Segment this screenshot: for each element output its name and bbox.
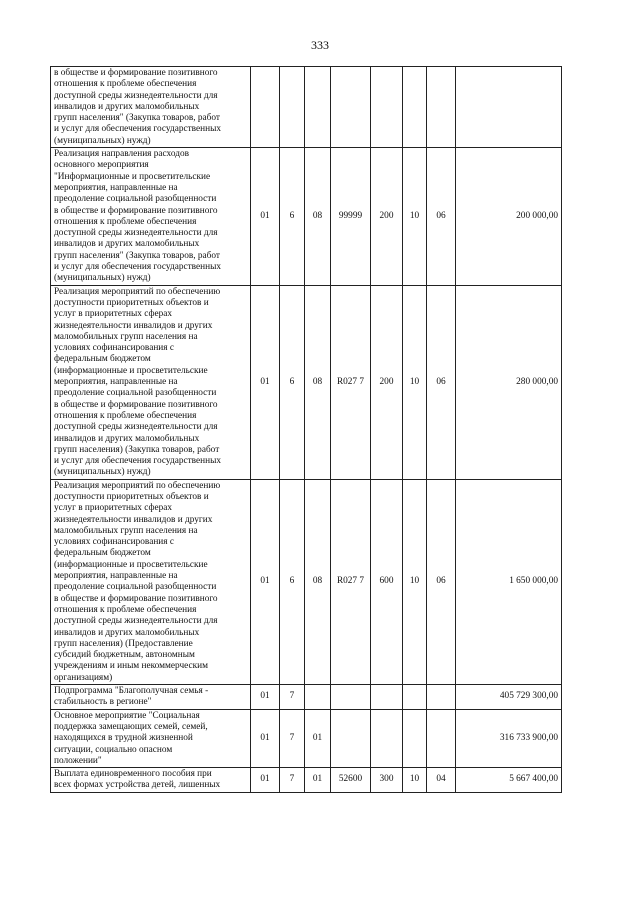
row-description [51,67,251,148]
code-ministry: 01 [251,479,280,684]
description-line: услуг в приоритетных сферах [54,309,173,320]
description-line: федеральным бюджетом [54,354,151,365]
code-ministry: 01 [251,709,280,767]
table-row [51,285,562,479]
description-line: учреждениям и иным некоммерческим [54,661,208,672]
table-row [51,479,562,684]
code-subsection [427,685,456,710]
description-line: групп населения" (Закупка товаров, работ [54,250,220,261]
code-section: 10 [403,768,427,793]
code-program: 6 [280,148,305,286]
row-description [51,285,251,479]
code-section [403,67,427,148]
page-number: 333 [311,38,329,52]
description-line: отношения к проблеме обеспечения [54,604,197,615]
code-expense-type [371,685,403,710]
row-amount: 280 000,00 [456,285,562,479]
code-subsection [427,709,456,767]
description-line: доступности приоритетных объектов и [54,297,209,308]
description-line: Реализация мероприятий по обеспечению [54,480,221,491]
description-line: маломобильных групп населения на [54,331,198,342]
code-direction: 99999 [331,148,371,286]
description-line: инвалидов и других маломобильных [54,433,200,444]
description-line: доступности приоритетных объектов и [54,491,209,502]
code-section: 10 [403,479,427,684]
code-section [403,685,427,710]
code-subsection: 04 [427,768,456,793]
code-subsection: 06 [427,479,456,684]
description-line: (муниципальных) нужд) [54,467,151,478]
code-subprogram: 01 [305,768,331,793]
description-line: (муниципальных) нужд) [54,135,151,146]
code-program: 6 [280,285,305,479]
row-amount: 316 733 900,00 [456,709,562,767]
table-row [51,67,562,148]
description-line: в обществе и формирование позитивного [54,68,218,78]
description-line: инвалидов и других маломобильных [54,627,200,638]
description-line: инвалидов и других маломобильных [54,239,200,250]
row-amount: 405 729 300,00 [456,685,562,710]
description-line: поддержка замещающих семей, семей, [54,721,208,732]
description-line: доступной среды жизнедеятельности для [54,228,218,239]
description-line: (муниципальных) нужд) [54,273,151,284]
code-subprogram: 08 [305,285,331,479]
code-subsection [427,67,456,148]
description-line: федеральным бюджетом [54,548,151,559]
description-line: отношения к проблеме обеспечения [54,410,197,421]
description-line: "Информационные и просветительские [54,171,211,182]
description-line: всех формах устройства детей, лишенных [54,780,221,791]
code-direction: 52600 [331,768,371,793]
row-amount [456,67,562,148]
description-line: отношения к проблеме обеспечения [54,216,197,227]
description-line: групп населения) (Закупка товаров, работ [54,444,220,455]
description-line: условиях софинансирования с [54,537,174,548]
row-amount: 5 667 400,00 [456,768,562,793]
code-expense-type: 300 [371,768,403,793]
code-section [403,709,427,767]
code-subprogram [305,67,331,148]
code-ministry: 01 [251,768,280,793]
code-subprogram: 01 [305,709,331,767]
description-line: услуг в приоритетных сферах [54,503,173,514]
description-line: жизнедеятельности инвалидов и других [54,514,213,525]
description-line: ситуации, социально опасном [54,744,173,755]
description-line: и услуг для обеспечения государственных [54,262,221,273]
description-line: положении" [54,755,102,766]
description-line: мероприятия, направленные на [54,377,178,388]
table-body [51,67,562,793]
description-line: Реализация направления расходов [54,149,189,160]
code-subprogram [305,685,331,710]
description-line: организациям) [54,672,113,683]
row-description [51,148,251,286]
code-subsection: 06 [427,148,456,286]
code-direction [331,685,371,710]
description-line: доступной среды жизнедеятельности для [54,616,218,627]
budget-table [50,66,562,793]
code-ministry [251,67,280,148]
description-line: в обществе и формирование позитивного [54,205,218,216]
code-direction: R027 7 [331,285,371,479]
code-ministry: 01 [251,285,280,479]
code-expense-type [371,67,403,148]
description-line: доступной среды жизнедеятельности для [54,422,218,433]
code-program: 7 [280,768,305,793]
code-section: 10 [403,285,427,479]
table-row [51,768,562,793]
table-row [51,709,562,767]
code-program: 6 [280,479,305,684]
code-direction [331,67,371,148]
description-line: (информационные и просветительские [54,559,208,570]
row-amount: 1 650 000,00 [456,479,562,684]
code-subprogram: 08 [305,479,331,684]
code-subsection: 06 [427,285,456,479]
code-direction: R027 7 [331,479,371,684]
description-line: преодоление социальной разобщенности [54,388,217,399]
description-line: жизнедеятельности инвалидов и других [54,320,213,331]
code-expense-type: 600 [371,479,403,684]
description-line: Основное мероприятие "Социальная [54,710,200,721]
description-line: в обществе и формирование позитивного [54,593,218,604]
code-ministry: 01 [251,148,280,286]
table-row [51,685,562,710]
description-line: преодоление социальной разобщенности [54,194,217,205]
description-line: маломобильных групп населения на [54,525,198,536]
description-line: групп населения) (Предоставление [54,638,193,649]
description-line: находящихся в трудной жизненной [54,733,193,744]
code-program [280,67,305,148]
description-line: (информационные и просветительские [54,365,208,376]
description-line: и услуг для обеспечения государственных [54,124,221,135]
description-line: мероприятия, направленные на [54,571,178,582]
description-line: Реализация мероприятий по обеспечению [54,286,221,297]
description-line: доступной среды жизнедеятельности для [54,90,218,101]
description-line: преодоление социальной разобщенности [54,582,217,593]
description-line: групп населения" (Закупка товаров, работ [54,113,220,124]
description-line: основного мероприятия [54,160,149,171]
code-subprogram: 08 [305,148,331,286]
description-line: инвалидов и других маломобильных [54,101,200,112]
code-program: 7 [280,685,305,710]
description-line: стабильность в регионе" [54,697,152,708]
description-line: Выплата единовременного пособия при [54,769,212,780]
code-direction [331,709,371,767]
description-line: в обществе и формирование позитивного [54,399,218,410]
code-section: 10 [403,148,427,286]
row-description [51,479,251,684]
description-line: мероприятия, направленные на [54,182,178,193]
code-program: 7 [280,709,305,767]
row-amount: 200 000,00 [456,148,562,286]
row-description [51,709,251,767]
description-line: и услуг для обеспечения государственных [54,456,221,467]
row-description [51,685,251,710]
description-line: отношения к проблеме обеспечения [54,79,197,90]
code-ministry: 01 [251,685,280,710]
code-expense-type [371,709,403,767]
code-expense-type: 200 [371,285,403,479]
description-line: условиях софинансирования с [54,343,174,354]
table-row [51,148,562,286]
row-description [51,768,251,793]
code-expense-type: 200 [371,148,403,286]
description-line: субсидий бюджетным, автономным [54,650,195,661]
description-line: Подпрограмма "Благополучная семья - [54,686,209,697]
